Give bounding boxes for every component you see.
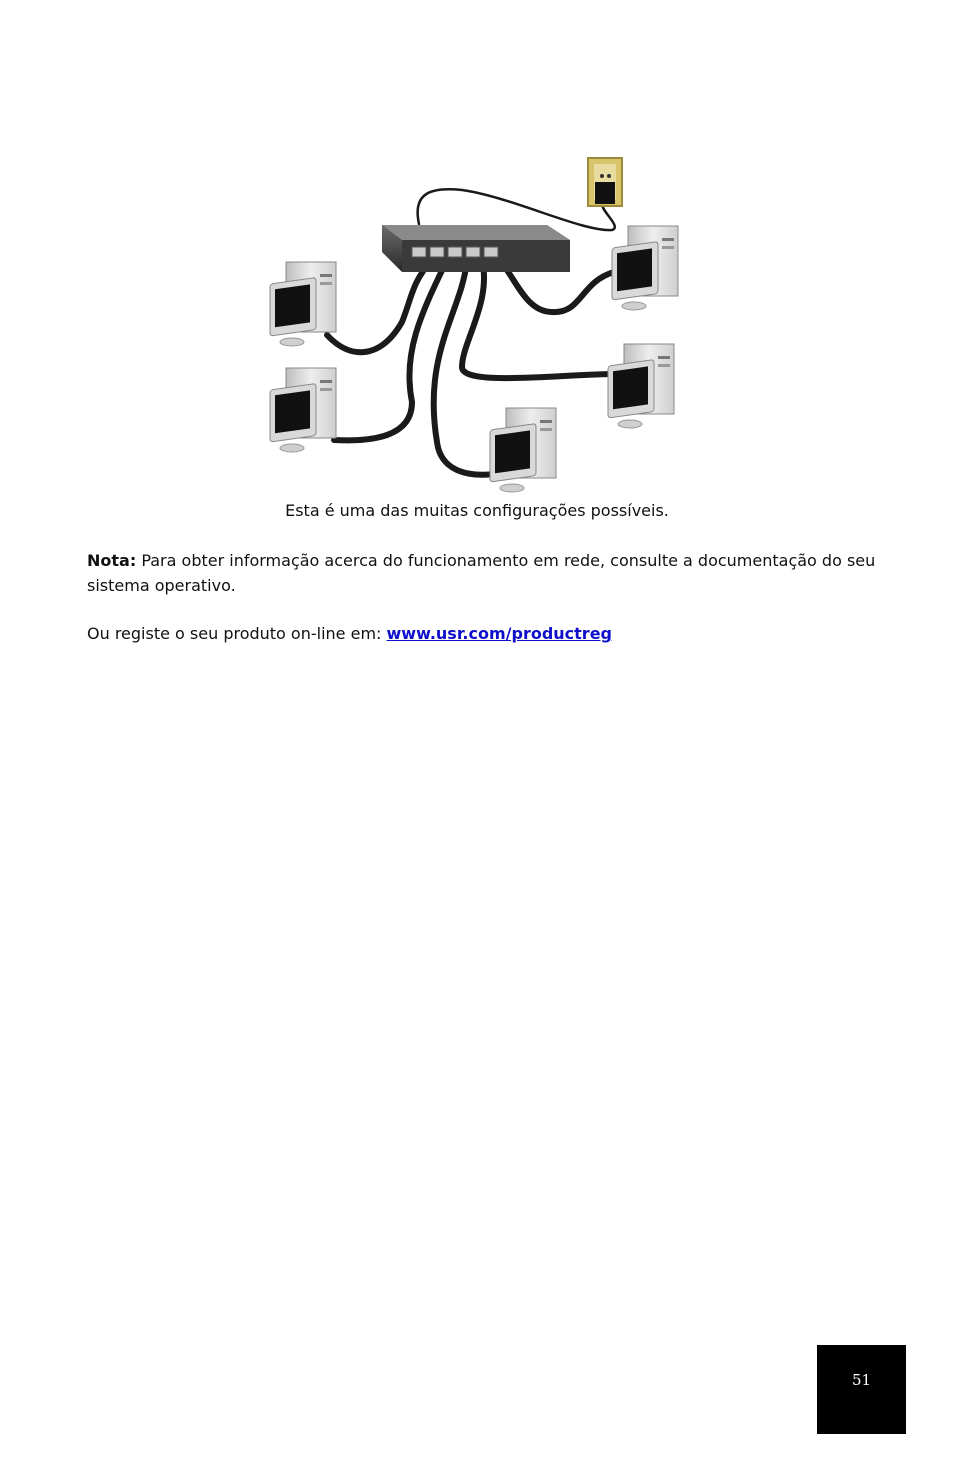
registration-paragraph xyxy=(87,621,877,646)
computer-icon xyxy=(270,368,336,452)
note-paragraph xyxy=(87,548,877,598)
computer-icon xyxy=(490,408,556,492)
computer-icon xyxy=(608,344,674,428)
cable-4 xyxy=(462,260,617,378)
network-switch-icon xyxy=(382,225,570,272)
figure-caption: Esta é uma das muitas configurações possíveis. xyxy=(285,501,669,520)
network-diagram xyxy=(262,152,702,497)
registration-prefix: Ou registe o seu produto on-line em: xyxy=(87,624,387,643)
computer-icon xyxy=(612,226,678,310)
power-outlet-icon xyxy=(588,158,622,206)
page-number: 51 xyxy=(851,1371,872,1389)
page-number-box xyxy=(817,1345,906,1434)
note-text: Para obter informação acerca do funcionamento em rede, consulte a documentação do seu sistema operativo. xyxy=(87,551,876,595)
note-label: Nota: xyxy=(87,551,137,570)
power-cable xyxy=(418,189,615,230)
registration-link[interactable]: www.usr.com/productreg xyxy=(386,624,612,643)
